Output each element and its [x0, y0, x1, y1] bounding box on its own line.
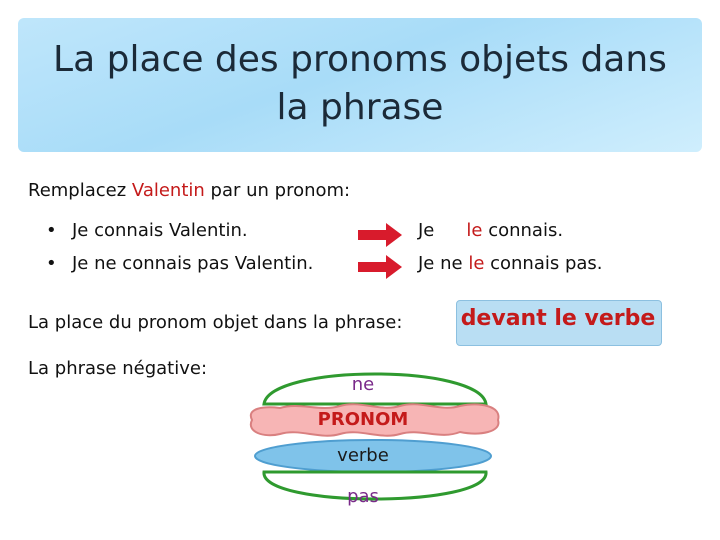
place-answer: devant le verbe [460, 306, 656, 331]
answer-2-pronoun: le [468, 253, 485, 274]
answer-1-pronoun: le [466, 220, 483, 241]
instruction-prefix: Remplacez [28, 180, 132, 201]
answer-2-after: connais pas. [484, 253, 603, 274]
place-label: La place du pronom objet dans la phrase: [28, 312, 403, 333]
bullet-1: Je connais Valentin. [72, 220, 248, 241]
arrow-icon [358, 222, 404, 248]
page-title [18, 36, 702, 132]
negative-label: La phrase négative: [28, 358, 208, 379]
answer-2-before: Je ne [418, 253, 469, 274]
burger-top-label: ne [351, 374, 375, 395]
title-line-2: la phrase [276, 87, 444, 128]
title-line-1: La place des pronoms objets dans [53, 39, 667, 80]
bullet-dot-2: • [46, 253, 57, 274]
answer-2 [418, 253, 603, 274]
burger-bottom-label: pas [347, 486, 379, 507]
burger-pronoun-label: PRONOM [317, 409, 409, 430]
instruction-suffix: par un pronom: [204, 180, 351, 201]
bullet-2: Je ne connais pas Valentin. [72, 253, 314, 274]
arrow-icon [358, 254, 404, 280]
answer-1 [418, 220, 563, 241]
answer-1-after: connais. [482, 220, 564, 241]
instruction [28, 180, 350, 201]
bullet-dot-1: • [46, 220, 57, 241]
instruction-highlight: Valentin [131, 180, 205, 201]
answer-1-before: Je [418, 220, 435, 241]
burger-verb-label: verbe [337, 445, 389, 466]
